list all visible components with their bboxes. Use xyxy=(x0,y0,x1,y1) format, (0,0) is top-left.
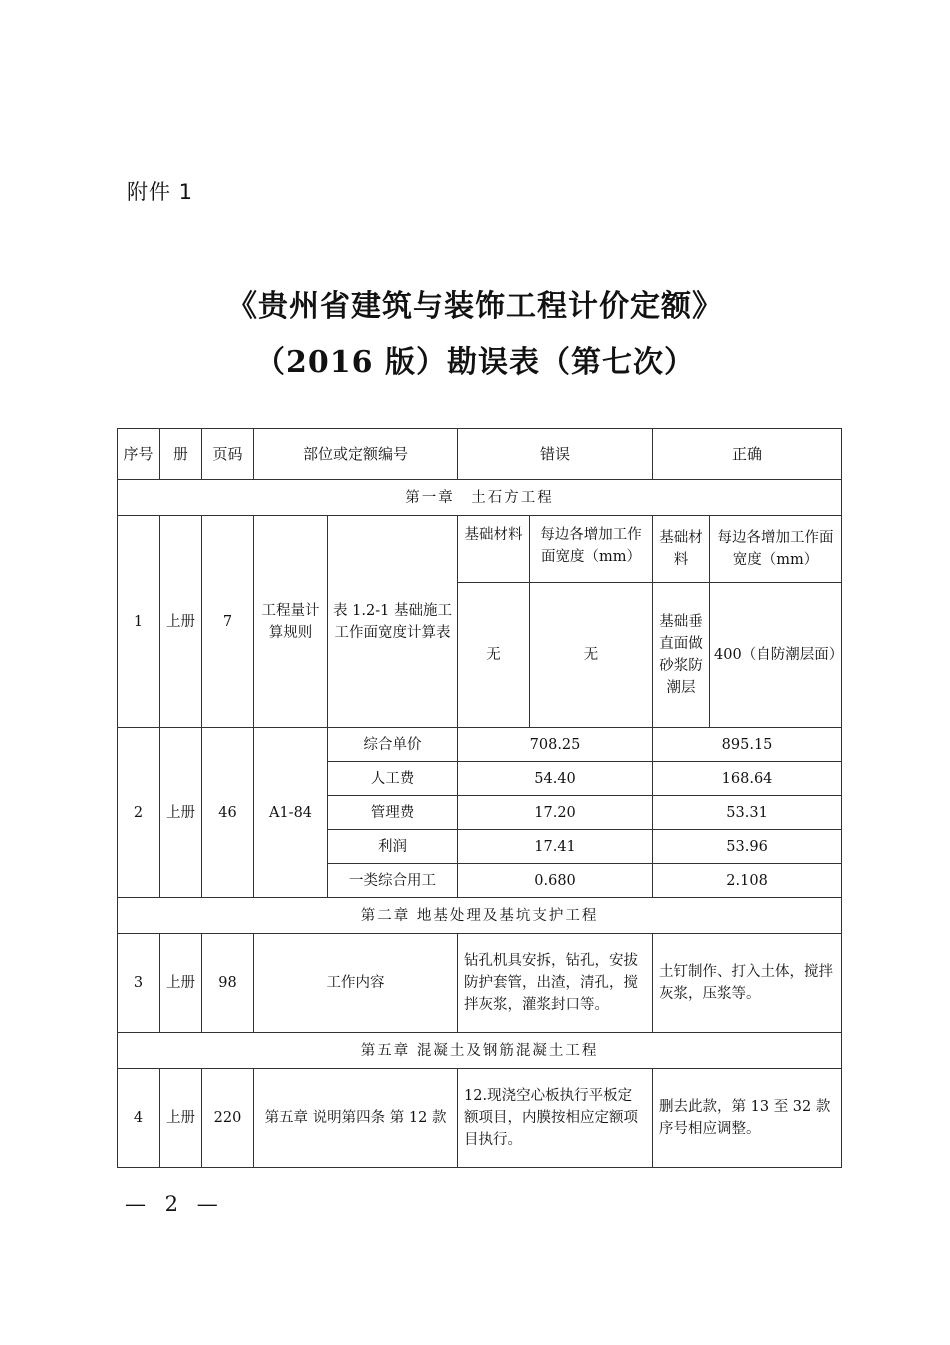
row2-item-wrong: 708.25 xyxy=(458,728,653,762)
row1-wrong-material: 无 xyxy=(458,583,530,728)
header-location: 部位或定额编号 xyxy=(254,429,458,480)
row3-correct: 土钉制作、打入土体，搅拌灰浆，压浆等。 xyxy=(653,934,842,1033)
row1-seq: 1 xyxy=(118,516,160,728)
header-seq: 序号 xyxy=(118,429,160,480)
row4-volume: 上册 xyxy=(160,1069,202,1168)
row2-item-name: 综合单价 xyxy=(328,728,458,762)
header-correct: 正确 xyxy=(653,429,842,480)
row2-item-correct: 53.96 xyxy=(653,830,842,864)
row2-item-name: 人工费 xyxy=(328,762,458,796)
row4-wrong: 12.现浇空心板执行平板定额项目，内膜按相应定额项目执行。 xyxy=(458,1069,653,1168)
row1-correct-subheader-material: 基础材料 xyxy=(653,516,710,583)
document-title: 《贵州省建筑与装饰工程计价定额》 xyxy=(227,289,723,324)
chapter-1-heading: 第一章 土石方工程 xyxy=(118,480,842,516)
row1-wrong-subheader-material: 基础材料 xyxy=(458,516,530,583)
table-row xyxy=(118,1069,842,1168)
row4-correct: 删去此款，第 13 至 32 款序号相应调整。 xyxy=(653,1069,842,1168)
row2-item-wrong: 54.40 xyxy=(458,762,653,796)
page-number: — 2 — xyxy=(125,1192,224,1216)
row2-item-correct: 168.64 xyxy=(653,762,842,796)
row1-item: 表 1.2-1 基础施工工作面宽度计算表 xyxy=(328,516,458,728)
row1-wrong-width: 无 xyxy=(530,583,653,728)
row2-seq: 2 xyxy=(118,728,160,898)
row2-item-wrong: 0.680 xyxy=(458,864,653,898)
chapter-row xyxy=(118,898,842,934)
chapter-2-heading: 第二章 地基处理及基坑支护工程 xyxy=(118,898,842,934)
row2-item-name: 管理费 xyxy=(328,796,458,830)
row2-code: A1-84 xyxy=(254,728,328,898)
chapter-row xyxy=(118,480,842,516)
chapter-row xyxy=(118,1033,842,1069)
document-subtitle: （2016 版）勘误表（第七次） xyxy=(255,345,695,380)
header-page: 页码 xyxy=(202,429,254,480)
row2-item-correct: 2.108 xyxy=(653,864,842,898)
row3-seq: 3 xyxy=(118,934,160,1033)
row1-page: 7 xyxy=(202,516,254,728)
row3-location: 工作内容 xyxy=(254,934,458,1033)
row2-item-wrong: 17.41 xyxy=(458,830,653,864)
row2-item-correct: 53.31 xyxy=(653,796,842,830)
row2-volume: 上册 xyxy=(160,728,202,898)
header-row xyxy=(118,429,842,480)
header-volume: 册 xyxy=(160,429,202,480)
header-wrong: 错误 xyxy=(458,429,653,480)
row1-volume: 上册 xyxy=(160,516,202,728)
row1-wrong-subheader-width: 每边各增加工作面宽度（mm） xyxy=(530,516,653,583)
row1-part: 工程量计算规则 xyxy=(254,516,328,728)
row2-item-name: 利润 xyxy=(328,830,458,864)
row4-seq: 4 xyxy=(118,1069,160,1168)
row4-location: 第五章 说明第四条 第 12 款 xyxy=(254,1069,458,1168)
table-row xyxy=(118,516,842,583)
row1-correct-subheader-width: 每边各增加工作面宽度（mm） xyxy=(710,516,842,583)
errata-table xyxy=(117,428,842,1168)
attachment-label: 附件 1 xyxy=(127,180,194,204)
row2-item-name: 一类综合用工 xyxy=(328,864,458,898)
row2-page: 46 xyxy=(202,728,254,898)
table-row xyxy=(118,934,842,1033)
row1-correct-width: 400（自防潮层面） xyxy=(710,583,842,728)
row2-item-wrong: 17.20 xyxy=(458,796,653,830)
row2-item-correct: 895.15 xyxy=(653,728,842,762)
row3-volume: 上册 xyxy=(160,934,202,1033)
row4-page: 220 xyxy=(202,1069,254,1168)
row3-wrong: 钻孔机具安拆，钻孔，安拔防护套管，出渣，清孔，搅拌灰浆，灌浆封口等。 xyxy=(458,934,653,1033)
table-row xyxy=(118,728,842,762)
row1-correct-material: 基础垂直面做砂浆防潮层 xyxy=(653,583,710,728)
row3-page: 98 xyxy=(202,934,254,1033)
chapter-5-heading: 第五章 混凝土及钢筋混凝土工程 xyxy=(118,1033,842,1069)
